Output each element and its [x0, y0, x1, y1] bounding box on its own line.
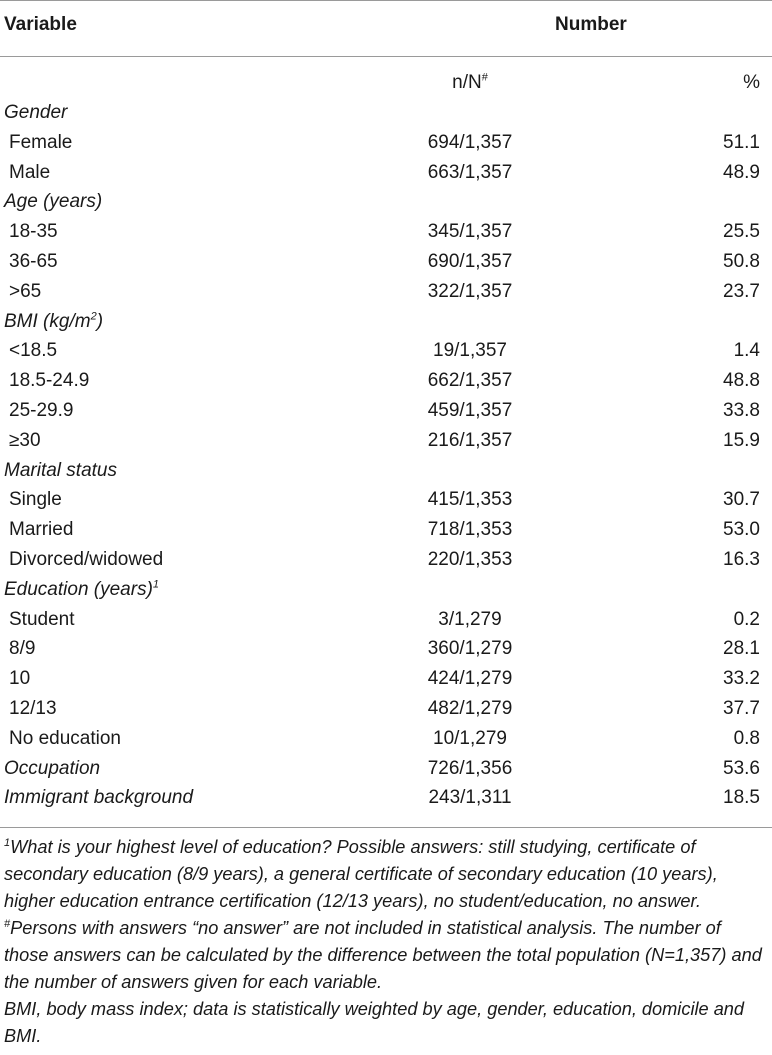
- row-label-text: 12/13: [9, 698, 57, 719]
- row-percent: 0.8: [733, 728, 760, 749]
- row-label-text: 8/9: [9, 638, 36, 659]
- row-label-text: 10: [9, 668, 31, 689]
- row-label: [4, 783, 193, 813]
- row-label-text: ≥30: [9, 430, 41, 451]
- footnote-2: [4, 915, 770, 996]
- row-label-text: <18.5: [9, 340, 58, 361]
- row-label: [9, 158, 50, 188]
- row-label: [9, 634, 35, 664]
- row-count: 243/1,311: [428, 787, 512, 808]
- row-label-text: Female: [9, 132, 73, 153]
- row-label-suffix: ): [96, 311, 104, 332]
- row-label-text: Student: [9, 609, 75, 630]
- table-row: [0, 724, 772, 754]
- subheader-row: [0, 68, 772, 98]
- row-percent: 51.1: [723, 132, 760, 153]
- table-row: [0, 664, 772, 694]
- row-label: [9, 545, 163, 575]
- row-count: 690/1,357: [427, 251, 513, 272]
- row-percent: 33.2: [723, 668, 760, 689]
- table-row: [0, 396, 772, 426]
- row-label: [9, 247, 58, 277]
- row-count: 3/1,279: [438, 609, 502, 630]
- row-percent: 50.8: [723, 251, 760, 272]
- row-label: [4, 307, 103, 337]
- row-percent: 33.8: [723, 400, 760, 421]
- table-row: [0, 545, 772, 575]
- row-label-text: Gender: [4, 102, 68, 123]
- header-variable: Variable: [4, 14, 77, 35]
- table-row: [0, 485, 772, 515]
- row-label: [9, 485, 62, 515]
- row-label-superscript: 1: [152, 578, 160, 591]
- table-row: [0, 634, 772, 664]
- subheader-percent: %: [743, 72, 760, 93]
- header-number: Number: [555, 14, 627, 35]
- table-row: [0, 336, 772, 366]
- row-percent: 1.4: [733, 340, 760, 361]
- footnote-1-mark: 1: [4, 836, 11, 849]
- table-row: [0, 366, 772, 396]
- footnote-1-text: What is your highest level of education? Possible answers: still studying, certificate of secondary education (8/9 years), a general certificate of secondary education (10 years), higher education entrance certification (12/13 years), no student/education, no answer.: [4, 837, 718, 911]
- row-label-text: Marital status: [4, 460, 117, 481]
- row-count: 345/1,357: [427, 221, 513, 242]
- header-rule: [0, 56, 772, 57]
- row-count: 662/1,357: [427, 370, 513, 391]
- row-count: 424/1,279: [427, 668, 513, 689]
- row-label-text: >65: [9, 281, 42, 302]
- row-label: [9, 217, 58, 247]
- row-count: 663/1,357: [427, 162, 513, 183]
- row-label: [4, 456, 117, 486]
- row-label: [4, 187, 102, 217]
- row-count: 459/1,357: [427, 400, 513, 421]
- row-percent: 0.2: [733, 609, 760, 630]
- row-percent: 25.5: [723, 221, 760, 242]
- row-label-text: Education (years): [4, 579, 153, 600]
- row-label: [4, 98, 67, 128]
- row-label-text: Age (years): [4, 191, 103, 212]
- top-rule: [0, 0, 772, 1]
- row-label-text: 36-65: [9, 251, 58, 272]
- row-label-text: Immigrant background: [4, 787, 194, 808]
- group-row: [0, 98, 772, 128]
- footnote-1: [4, 834, 770, 915]
- row-count: 415/1,353: [427, 489, 513, 510]
- table-row: [0, 128, 772, 158]
- row-count: 360/1,279: [427, 638, 513, 659]
- footnotes: [4, 834, 770, 1050]
- row-percent: 16.3: [723, 549, 760, 570]
- row-label-text: Male: [9, 162, 51, 183]
- row-label-text: 25-29.9: [9, 400, 74, 421]
- group-row: [0, 754, 772, 784]
- table-row: [0, 694, 772, 724]
- group-row: [0, 456, 772, 486]
- row-label: [9, 515, 73, 545]
- row-label: [9, 664, 30, 694]
- group-row: [0, 307, 772, 337]
- row-label-text: Single: [9, 489, 62, 510]
- row-percent: 23.7: [723, 281, 760, 302]
- row-label: [9, 724, 121, 754]
- row-label: [9, 396, 73, 426]
- row-count: 220/1,353: [427, 549, 513, 570]
- footnote-2-mark: #: [4, 917, 11, 930]
- table-row: [0, 158, 772, 188]
- bottom-rule: [0, 827, 772, 828]
- row-percent: 53.0: [723, 519, 760, 540]
- row-label: [9, 336, 57, 366]
- row-label-text: 18.5-24.9: [9, 370, 90, 391]
- row-count: 19/1,357: [433, 340, 507, 361]
- row-label-text: Occupation: [4, 758, 101, 779]
- row-percent: 48.9: [723, 162, 760, 183]
- subheader-n-over-n-text: n/N: [452, 72, 482, 93]
- row-label: [9, 426, 41, 456]
- table-row: [0, 277, 772, 307]
- table-row: [0, 426, 772, 456]
- row-label-text: Divorced/widowed: [9, 549, 164, 570]
- row-label: [9, 694, 57, 724]
- abbreviation-note: BMI, body mass index; data is statistically weighted by age, gender, education, domicile and BMI.: [4, 999, 745, 1046]
- table-row: [0, 605, 772, 635]
- table-row: [0, 217, 772, 247]
- row-count: 322/1,357: [427, 281, 513, 302]
- row-percent: 48.8: [723, 370, 760, 391]
- row-count: 10/1,279: [433, 728, 507, 749]
- row-percent: 18.5: [723, 787, 760, 808]
- row-count: 482/1,279: [427, 698, 513, 719]
- table-row: [0, 247, 772, 277]
- row-count: 694/1,357: [427, 132, 513, 153]
- row-label-text: 18-35: [9, 221, 58, 242]
- row-label-text: Married: [9, 519, 74, 540]
- row-label-superscript: 2: [90, 310, 97, 323]
- row-label: [9, 277, 41, 307]
- table-row: [0, 515, 772, 545]
- row-percent: 28.1: [723, 638, 760, 659]
- group-row: [0, 187, 772, 217]
- row-count: 216/1,357: [427, 430, 513, 451]
- row-label-text: No education: [9, 728, 121, 749]
- hash-mark: #: [481, 71, 488, 84]
- row-label: [9, 128, 72, 158]
- row-percent: 15.9: [723, 430, 760, 451]
- row-label: [4, 575, 159, 605]
- row-percent: 30.7: [723, 489, 760, 510]
- row-label: [9, 605, 75, 635]
- row-label: [4, 754, 100, 784]
- subheader-n-over-n: [370, 68, 570, 98]
- row-count: 718/1,353: [427, 519, 513, 540]
- row-percent: 37.7: [723, 698, 760, 719]
- row-count: 726/1,356: [427, 758, 513, 779]
- group-row: [0, 575, 772, 605]
- row-percent: 53.6: [723, 758, 760, 779]
- footnote-2-text: Persons with answers “no answer” are not included in statistical analysis. The number of those answers can be calculated by the difference between the total population (N=1,357) and the number of answers given for each variable.: [4, 918, 762, 992]
- row-label: [9, 366, 89, 396]
- row-label-text: BMI (kg/m: [4, 311, 91, 332]
- group-row: [0, 783, 772, 813]
